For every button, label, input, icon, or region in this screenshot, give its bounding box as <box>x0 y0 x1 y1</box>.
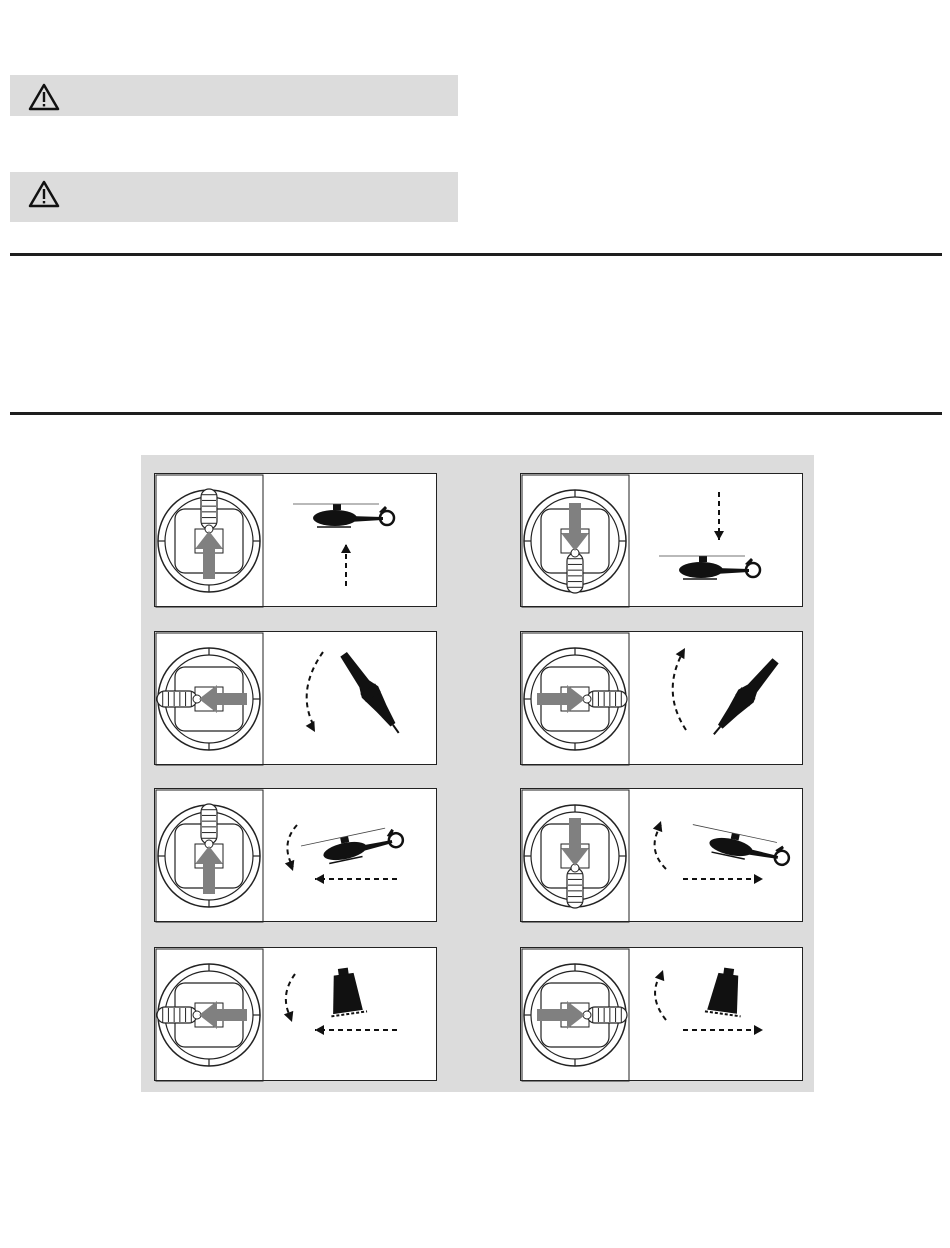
rotation-arrow-icon <box>653 819 666 869</box>
helicopter-icon <box>659 556 760 579</box>
helicopter-icon <box>301 825 405 868</box>
control-diagram-tile <box>520 788 803 922</box>
control-stick-icon <box>201 804 217 848</box>
helicopter-icon <box>705 966 747 1017</box>
control-stick-icon <box>567 864 583 908</box>
helicopter-icon <box>325 966 367 1017</box>
stick-gimbal-icon <box>522 949 629 1081</box>
control-stick-icon <box>157 1007 201 1023</box>
control-diagram-tile <box>520 631 803 765</box>
stick-direction-arrow-icon <box>195 531 223 579</box>
warning-banner-1 <box>10 75 458 116</box>
rotation-arrow-icon <box>285 825 298 873</box>
stick-gimbal-icon <box>156 475 263 607</box>
stick-gimbal-icon <box>522 633 629 765</box>
control-diagram-tile <box>154 473 437 607</box>
stick-gimbal-icon <box>156 790 263 922</box>
control-diagram-tile <box>520 947 803 1081</box>
control-diagram-tile <box>154 947 437 1081</box>
stick-direction-arrow-icon <box>561 503 589 551</box>
warning-triangle-icon <box>28 83 60 111</box>
control-stick-icon <box>201 489 217 533</box>
stick-direction-arrow-icon <box>195 846 223 894</box>
stick-gimbal-icon <box>156 949 263 1081</box>
section-divider <box>10 412 942 415</box>
rotation-arrow-icon <box>306 652 323 735</box>
helicopter-icon <box>688 825 792 868</box>
motion-arrow-icon <box>315 1025 397 1035</box>
stick-gimbal-icon <box>156 633 263 765</box>
rotation-arrow-icon <box>673 646 690 731</box>
motion-arrow-icon <box>714 492 724 540</box>
rotation-arrow-icon <box>655 968 668 1020</box>
stick-direction-arrow-icon <box>561 818 589 866</box>
motion-arrow-icon <box>683 874 763 884</box>
control-stick-icon <box>583 691 627 707</box>
control-stick-icon <box>567 549 583 593</box>
warning-banner-2 <box>10 172 458 222</box>
control-stick-icon <box>157 691 201 707</box>
section-divider <box>10 253 942 256</box>
control-diagram-tile <box>520 473 803 607</box>
helicopter-icon <box>335 649 406 739</box>
stick-gimbal-icon <box>522 790 629 922</box>
rotation-arrow-icon <box>284 974 297 1024</box>
stick-gimbal-icon <box>522 475 629 607</box>
motion-arrow-icon <box>683 1025 763 1035</box>
motion-arrow-icon <box>315 874 397 884</box>
helicopter-icon <box>706 654 783 740</box>
control-diagram-tile <box>154 631 437 765</box>
warning-triangle-icon <box>28 180 60 208</box>
control-stick-icon <box>583 1007 627 1023</box>
control-diagram-panel <box>141 455 814 1092</box>
motion-arrow-icon <box>341 544 351 586</box>
control-diagram-tile <box>154 788 437 922</box>
helicopter-icon <box>293 504 394 527</box>
